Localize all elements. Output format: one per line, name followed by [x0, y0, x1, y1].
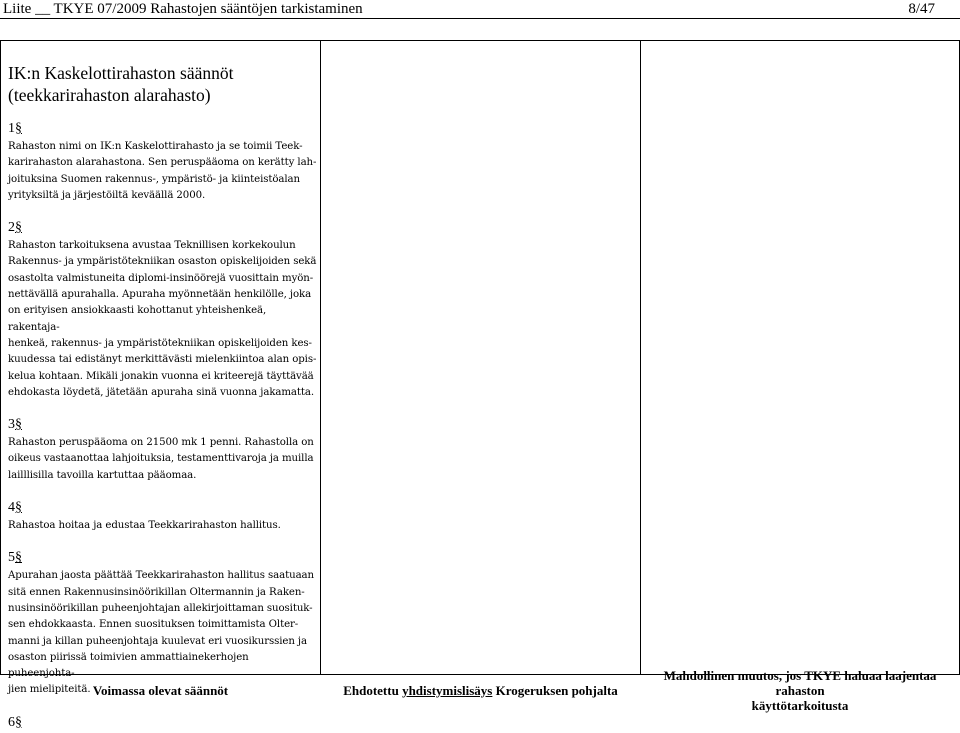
footer-current-label: Voimassa olevat säännöt	[92, 682, 229, 698]
text-line: Rahaston nimi on IK:n Kaskelottirahasto ja se toimii Teek-	[8, 141, 303, 152]
table-left-border	[0, 41, 1, 674]
section-number: 5	[8, 550, 15, 566]
footer-col-current	[1, 675, 320, 705]
text-line: joituksina Suomen rakennus-, ympäristö- ja kiinteistöalan	[8, 173, 300, 185]
page-header	[0, 0, 960, 19]
text-line: Rahaston peruspääoma on 21500 mk 1 penni. Rahastolla on	[8, 437, 314, 449]
section-text	[8, 139, 318, 204]
current-rules-column	[8, 62, 318, 733]
section-heading	[8, 549, 318, 566]
table-top-border	[0, 40, 960, 41]
footer-proposed-pre: Ehdotettu	[343, 682, 403, 698]
header-title: Liite __ TKYE 07/2009 Rahastojen sääntöjen tarkistaminen	[3, 1, 363, 17]
text-line: on erityisen ansiokkaasti kohottanut yhteishenkeä, rakentaja-	[8, 305, 267, 333]
text-line: Rahaston tarkoituksena avustaa Teknillisen korkekoulun	[8, 240, 296, 252]
text-line: lailllisilla tavoilla kartuttaa pääomaa.	[8, 469, 197, 481]
text-line: kelua kohtaan. Mikäli jonakin vuonna ei kriteerejä täyttävää	[8, 370, 314, 382]
section-heading	[8, 499, 318, 516]
title-line-1: IK:n Kaskelottirahaston säännöt	[8, 63, 234, 83]
footer-possible-line1: Mahdollinen muutos, jos TKYE haluaa laajentaa rahaston	[663, 667, 937, 698]
section-mark: §	[15, 121, 22, 136]
text-line: osaston piirissä toimivien ammattiainekerhojen puheenjohta-	[8, 651, 249, 680]
sections	[8, 120, 318, 731]
section-number: 1	[8, 121, 15, 136]
text-line: yrityksiltä ja järjestöiltä keväällä 2000.	[8, 189, 206, 201]
section-text	[8, 435, 318, 484]
title-line-2: (teekkarirahaston alarahasto)	[8, 85, 211, 105]
section-heading	[8, 416, 318, 433]
text-line: henkeä, rakennus- ja ympäristötekniikan opiskelijoiden kes-	[8, 337, 312, 349]
section-mark: §	[15, 417, 22, 433]
footer-possible-line2: käyttötarkoitusta	[751, 697, 849, 713]
text-line: manni ja killan puheenjohtaja kuulevat eri vuosikurssien ja	[8, 635, 307, 647]
text-line: jien mielipiteitä.	[8, 684, 91, 696]
text-line: oikeus vastaanottaa lahjoituksia, testamenttivaroja ja muilla	[8, 453, 314, 465]
text-line: kuudessa tai edistänyt merkittävästi mielenkiintoa alan opis-	[8, 354, 317, 366]
section-mark: §	[15, 220, 22, 236]
text-line: Rahastoa hoitaa ja edustaa Teekkarirahaston hallitus.	[8, 520, 281, 532]
page-number: 8/47	[908, 1, 935, 17]
section-heading	[8, 714, 318, 731]
section-mark: §	[15, 714, 22, 730]
text-line: Rakennus- ja ympäristötekniikan osaston opiskelijoiden sekä	[8, 256, 317, 268]
column-divider-1	[320, 41, 321, 674]
section-number: 6	[8, 714, 15, 730]
text-line: karirahaston alarahastona. Sen peruspääoma on kerätty lah-	[8, 157, 317, 169]
column-divider-2	[640, 41, 641, 674]
section-number: 3	[8, 417, 15, 433]
section-number: 4	[8, 500, 15, 516]
text-line: Apurahan jaosta päättää Teekkarirahaston hallitus saatuaan	[8, 570, 314, 582]
text-line: sen ehdokkaasta. Ennen suosituksen toimittamista Olter-	[8, 619, 299, 631]
footer-col-possible	[641, 667, 959, 713]
footer-proposed-post: Krogeruksen pohjalta	[492, 682, 618, 698]
footer-proposed-label	[343, 683, 618, 698]
text-line: nusinsinöörikillan puheenjohtajan allekirjoittaman suosituk-	[8, 602, 313, 614]
text-line: nettävällä apurahalla. Apuraha myönnetään henkilölle, joka	[8, 289, 312, 301]
text-line: sitä ennen Rakennusinsinöörikillan Oltermannin ja Raken-	[8, 586, 305, 598]
document-title	[8, 62, 318, 106]
text-line: osastolta valmistuneita diplomi-insinöörejä vuosittain myön-	[8, 272, 314, 284]
section-heading	[8, 120, 318, 137]
section-mark: §	[15, 500, 22, 516]
section-heading	[8, 219, 318, 236]
text-line: ehdokasta löydetä, jätetään apuraha sinä vuonna jakamatta.	[8, 386, 314, 398]
footer-col-proposed	[321, 675, 640, 705]
section-text	[8, 238, 318, 401]
merger-link[interactable]: yhdistymislisäys	[402, 682, 493, 698]
section-text	[8, 518, 318, 534]
section-mark: §	[15, 550, 22, 566]
section-number: 2	[8, 220, 15, 236]
